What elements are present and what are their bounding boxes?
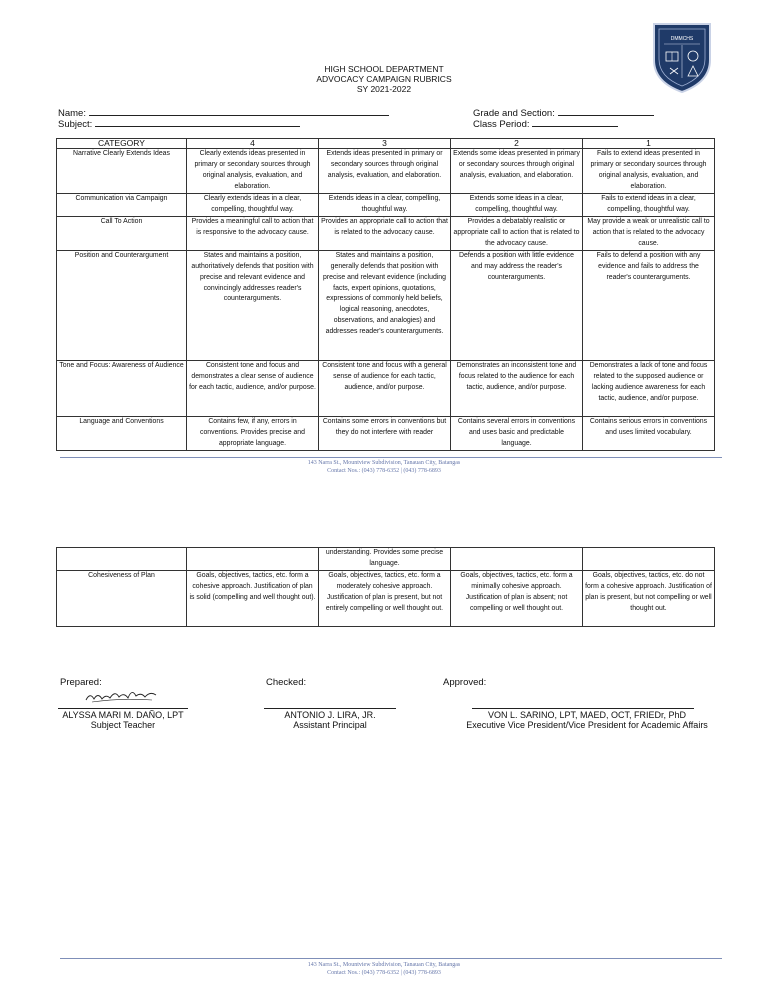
score-1-cell: Demonstrates a lack of tone and focus related to the supposed audience or lacking audience awareness for each tactic, audience, and/or purpose. bbox=[583, 360, 715, 416]
score-2-cell bbox=[451, 548, 583, 571]
period-label: Class Period: bbox=[473, 119, 530, 130]
checked-label: Checked: bbox=[266, 677, 307, 688]
rubric-table-continued bbox=[56, 547, 715, 627]
checked-name: ANTONIO J. LIRA, JR. bbox=[284, 710, 376, 720]
score-3-cell: Extends ideas in a clear, compelling, thoughtful way. bbox=[319, 194, 451, 217]
category-cell: Call To Action bbox=[57, 216, 187, 250]
header-score-3: 3 bbox=[319, 139, 451, 149]
prepared-title: Subject Teacher bbox=[90, 720, 156, 730]
score-2-cell: Demonstrates an inconsistent tone and focus related to the audience for each tactic, audience, and/or purpose. bbox=[451, 360, 583, 416]
prepared-label: Prepared: bbox=[60, 677, 102, 688]
score-2-cell: Provides a debatably realistic or appropriate call to action that is related to the advocacy cause. bbox=[451, 216, 583, 250]
score-3-cell: Consistent tone and focus with a general sense of audience for each tactic, audience, and/or purpose. bbox=[319, 360, 451, 416]
subject-label: Subject: bbox=[58, 119, 93, 130]
rubric-table bbox=[56, 138, 715, 451]
rubric-title: ADVOCACY CAMPAIGN RUBRICS bbox=[316, 74, 452, 84]
grade-label: Grade and Section: bbox=[473, 108, 555, 119]
score-3-cell: Contains some errors in conventions but they do not interfere with reader bbox=[319, 416, 451, 450]
checked-title: Assistant Principal bbox=[293, 720, 367, 730]
period-line[interactable] bbox=[532, 117, 618, 127]
score-4-cell: Goals, objectives, tactics, etc. form a cohesive approach. Justification of plan is solid (compelling and well thought out). bbox=[187, 570, 319, 626]
score-1-cell: Goals, objectives, tactics, etc. do not form a cohesive approach. Justification of plan is present, but not compelling or well thought out. bbox=[583, 570, 715, 626]
approved-signature-line bbox=[472, 708, 694, 709]
department-title: HIGH SCHOOL DEPARTMENT bbox=[324, 64, 444, 74]
category-cell: Position and Counterargument bbox=[57, 250, 187, 360]
table-row bbox=[57, 194, 715, 217]
table-header-row bbox=[57, 139, 715, 149]
score-4-cell: States and maintains a position, authoritatively defends that position with precise and relevant evidence and convincingly addresses reader's counterarguments. bbox=[187, 250, 319, 360]
score-1-cell: Fails to defend a position with any evidence and fails to address the reader's counterarguments. bbox=[583, 250, 715, 360]
class-period-field[interactable] bbox=[473, 117, 618, 130]
approved-label: Approved: bbox=[443, 677, 487, 688]
table-row bbox=[57, 250, 715, 360]
score-2-cell: Extends some ideas in a clear, compelling, thoughtful way. bbox=[451, 194, 583, 217]
score-4-cell bbox=[187, 548, 319, 571]
approved-title: Executive Vice President/Vice President for Academic Affairs bbox=[466, 720, 708, 730]
header-score-1: 1 bbox=[583, 139, 715, 149]
subject-line[interactable] bbox=[95, 117, 300, 127]
category-cell: Communication via Campaign bbox=[57, 194, 187, 217]
school-year: SY 2021-2022 bbox=[356, 84, 412, 94]
name-line[interactable] bbox=[89, 106, 389, 116]
score-3-cell: understanding. Provides some precise language. bbox=[319, 548, 451, 571]
category-cell: Narrative Clearly Extends Ideas bbox=[57, 149, 187, 194]
score-4-cell: Clearly extends ideas presented in primary or secondary sources through original analysis, evaluation, and elaboration. bbox=[187, 149, 319, 194]
header-category: CATEGORY bbox=[57, 139, 187, 149]
table-row bbox=[57, 570, 715, 626]
checked-signature-line bbox=[264, 708, 396, 709]
category-cell: Language and Conventions bbox=[57, 416, 187, 450]
score-1-cell: Fails to extend ideas presented in primary or secondary sources through original analysis, evaluation, and elaboration. bbox=[583, 149, 715, 194]
footer-contact: Contact Nos.: (043) 778-6352 | (043) 778-6893 bbox=[327, 468, 441, 474]
prepared-name: ALYSSA MARI M. DAÑO, LPT bbox=[62, 710, 184, 720]
footer-address-2: 143 Narra St., Mountview Subdivision, Tanauan City, Batangas bbox=[307, 962, 461, 968]
score-4-cell: Contains few, if any, errors in conventions. Provides precise and appropriate language. bbox=[187, 416, 319, 450]
header-score-4: 4 bbox=[187, 139, 319, 149]
crest-text: DMMCHS bbox=[670, 36, 694, 42]
score-4-cell: Clearly extends ideas in a clear, compelling, thoughtful way. bbox=[187, 194, 319, 217]
handwritten-signature bbox=[82, 686, 162, 706]
table-row bbox=[57, 149, 715, 194]
grade-line[interactable] bbox=[558, 106, 654, 116]
score-3-cell: Goals, objectives, tactics, etc. form a moderately cohesive approach. Justification of plan is present, but not entirely compelling or well thought out. bbox=[319, 570, 451, 626]
table-row bbox=[57, 416, 715, 450]
header-score-2: 2 bbox=[451, 139, 583, 149]
score-3-cell: Extends ideas presented in primary or secondary sources through original analysis, evaluation, and elaboration. bbox=[319, 149, 451, 194]
score-1-cell: May provide a weak or unrealistic call to action that is related to the advocacy cause. bbox=[583, 216, 715, 250]
name-label: Name: bbox=[58, 108, 86, 119]
prepared-signature-line bbox=[58, 708, 188, 709]
footer-address: 143 Narra St., Mountview Subdivision, Tanauan City, Batangas bbox=[307, 460, 461, 466]
score-4-cell: Provides a meaningful call to action that is responsive to the advocacy cause. bbox=[187, 216, 319, 250]
footer-rule bbox=[60, 457, 722, 458]
footer-contact-2: Contact Nos.: (043) 778-6352 | (043) 778-6893 bbox=[327, 970, 441, 976]
category-cell: Tone and Focus: Awareness of Audience bbox=[57, 360, 187, 416]
table-row bbox=[57, 216, 715, 250]
category-cell: Cohesiveness of Plan bbox=[57, 570, 187, 626]
subject-field[interactable] bbox=[58, 117, 300, 130]
score-2-cell: Goals, objectives, tactics, etc. form a minimally cohesive approach. Justification of plan is absent; not compelling or well thought out. bbox=[451, 570, 583, 626]
score-4-cell: Consistent tone and focus and demonstrates a clear sense of audience for each tactic, audience, and/or purpose. bbox=[187, 360, 319, 416]
score-2-cell: Contains several errors in conventions and uses basic and predictable language. bbox=[451, 416, 583, 450]
score-2-cell: Defends a position with little evidence and may address the reader's counterarguments. bbox=[451, 250, 583, 360]
table-row bbox=[57, 548, 715, 571]
score-1-cell bbox=[583, 548, 715, 571]
score-2-cell: Extends some ideas presented in primary or secondary sources through original analysis, evaluation, and elaboration. bbox=[451, 149, 583, 194]
score-3-cell: States and maintains a position, generally defends that position with precise and relevant evidence (including facts, expert opinions, quotations, expressions of commonly held beliefs, logical reasoning, anecdotes, observations, and analogies) and addresses reader's counterarguments. bbox=[319, 250, 451, 360]
category-cell bbox=[57, 548, 187, 571]
score-1-cell: Fails to extend ideas in a clear, compelling, thoughtful way. bbox=[583, 194, 715, 217]
table-row bbox=[57, 360, 715, 416]
footer-rule-2 bbox=[60, 958, 722, 959]
score-1-cell: Contains serious errors in conventions and uses limited vocabulary. bbox=[583, 416, 715, 450]
score-3-cell: Provides an appropriate call to action that is related to the advocacy cause. bbox=[319, 216, 451, 250]
approved-name: VON L. SARINO, LPT, MAED, OCT, FRIEDr, PhD bbox=[487, 710, 687, 720]
